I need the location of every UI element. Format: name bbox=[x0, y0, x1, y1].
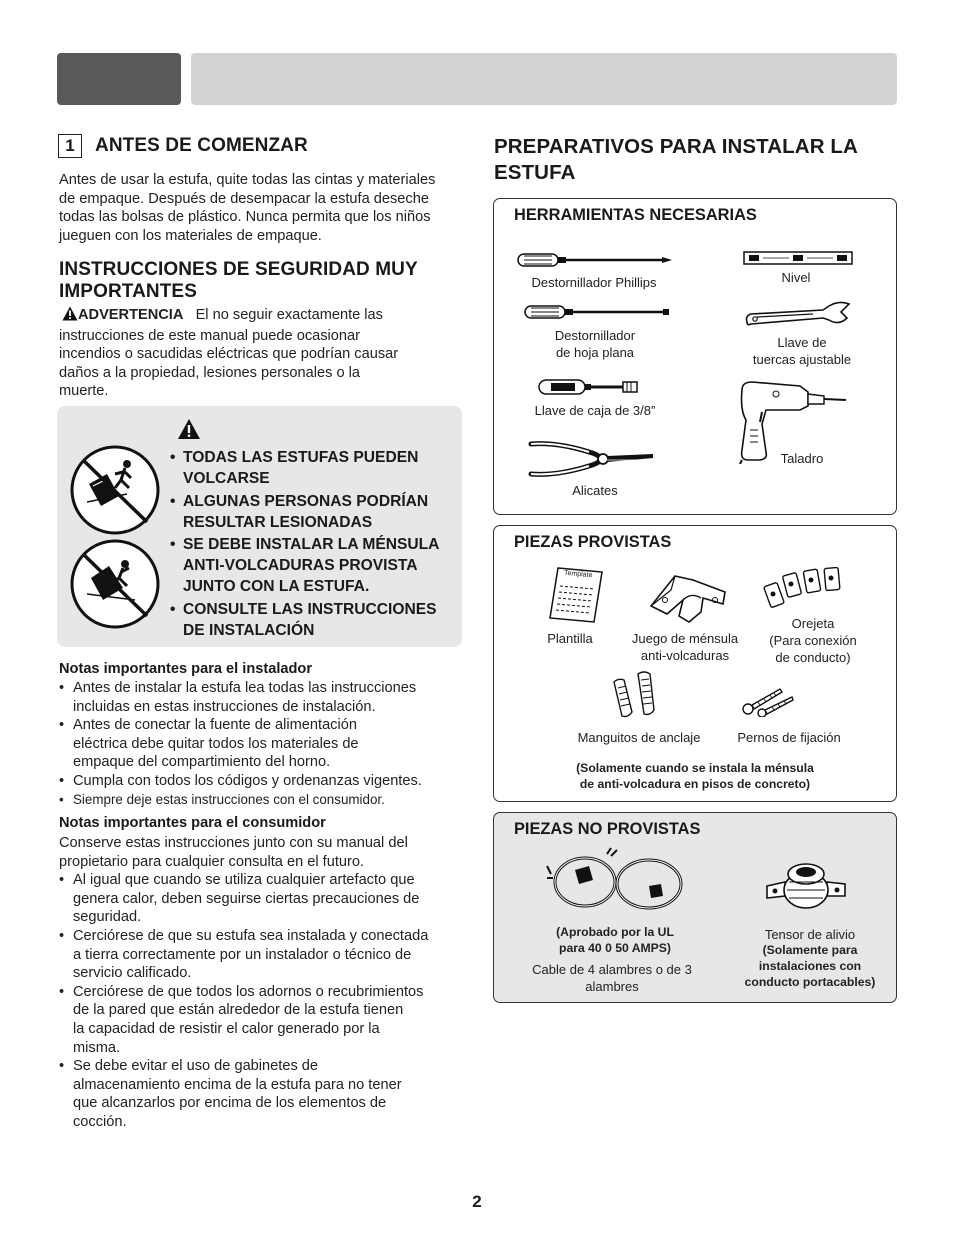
list-item: • SE DEBE INSTALAR LA MÉNSULA ANTI-VOLCADURAS PROVISTA JUNTO CON LA ESTUFA. bbox=[170, 534, 460, 597]
installer-notes-list bbox=[59, 679, 469, 809]
template-icon bbox=[548, 566, 604, 624]
list-item: • Al igual que cuando se utiliza cualquier artefacto que genera calor, deben seguirse ciertas precauciones de seguridad. bbox=[59, 871, 469, 927]
pliers-caption: Alicates bbox=[572, 483, 618, 498]
list-item: • ALGUNAS PERSONAS PODRÍAN RESULTAR LESIONADAS bbox=[170, 491, 460, 533]
no-tipping-icon bbox=[69, 538, 161, 635]
list-item: • Cumpla con todos los códigos y ordenanzas vigentes. bbox=[59, 772, 469, 791]
header-bar bbox=[191, 53, 897, 105]
warning-label: ADVERTENCIA bbox=[78, 307, 184, 323]
list-item: • CONSULTE LAS INSTRUCCIONES DE INSTALACIÓN bbox=[170, 599, 460, 641]
wrench-caption: Llave de tuercas ajustable bbox=[752, 335, 852, 367]
consumer-notes-list: Conserve estas instrucciones junto con su manual del propietario para cualquier consulta en el futuro. • Al igual que cuando se utiliza cualquier artefacto que genera calor, deben seguirse ciertas precauciones de seguridad. • Cerciórese de que su estufa sea instalada y conectada a tierra correctamente por un instalador o técnico de servicio calificado. • Cerciórese de que todos los adornos o recubrimientos de la pared que están alrededor de la estufa tienen la capacidad de resistir el calor generado por la misma. • Se debe evitar el uso de gabinetes de almacenamiento encima de la estufa para no tener que alcanzarlos por encima de los elementos de cocción. bbox=[59, 834, 469, 1132]
section-number: 1 bbox=[58, 134, 82, 158]
strain-relief-caption: Tensor de alivio bbox=[764, 927, 856, 942]
anti-tip-bracket-icon bbox=[645, 570, 729, 631]
list-item: • Antes de conectar la fuente de alimentación eléctrica debe quitar todos los materiales de empaque del compartimiento del horno. bbox=[59, 716, 469, 772]
template-caption: Plantilla bbox=[547, 631, 593, 646]
mounting-screws-icon bbox=[740, 683, 796, 722]
page-number: 2 bbox=[472, 1192, 482, 1211]
socket-caption: Llave de caja de 3/8” bbox=[534, 403, 656, 418]
list-item: • Se debe evitar el uso de gabinetes de almacenamiento encima de la estufa para no tener que alcanzarlos por encima de los elementos de cocción. bbox=[59, 1057, 469, 1131]
adjustable-wrench-icon bbox=[743, 300, 855, 337]
consumer-notes-title: Notas importantes para el consumidor bbox=[59, 815, 326, 831]
lug-caption: Orejeta (Para conexión de conducto) bbox=[769, 616, 857, 665]
installer-notes-title: Notas importantes para el instalador bbox=[59, 661, 313, 677]
strain-relief-icon bbox=[763, 856, 849, 919]
cable-note: (Aprobado por la UL para 40 0 50 AMPS) bbox=[556, 925, 674, 955]
drill-caption: Taladro bbox=[780, 451, 824, 466]
socket-wrench-icon bbox=[537, 376, 641, 403]
section-title: ANTES DE COMENZAR bbox=[95, 135, 308, 156]
list-item: • TODAS LAS ESTUFAS PUEDEN VOLCARSE bbox=[170, 447, 460, 489]
anchors-caption: Manguitos de anclaje bbox=[577, 730, 701, 745]
template-label: Template bbox=[563, 569, 593, 580]
header-tab-dark bbox=[57, 53, 181, 105]
parts-provided-title: PIEZAS PROVISTAS bbox=[514, 533, 672, 551]
warning-paragraph: ADVERTENCIA El no seguir exactamente las instrucciones de este manual puede ocasionar incendios o sacudidas eléctricas que podrían causar daños a la propiedad, lesiones personales o la muerte. bbox=[59, 307, 399, 400]
power-cable-icon bbox=[545, 846, 685, 917]
concrete-note: (Solamente cuando se instala la ménsula de anti-volcadura en pisos de concreto) bbox=[576, 761, 814, 791]
pliers-icon bbox=[527, 438, 657, 483]
flat-screwdriver-caption: Destornillador de hoja plana bbox=[554, 328, 636, 360]
warning-triangle-icon bbox=[62, 306, 78, 327]
list-item: • Cerciórese de que todos los adornos o recubrimientos de la pared que están alrededor de la estufa tienen la capacidad de resistir el calor generado por la misma. bbox=[59, 983, 469, 1057]
level-icon bbox=[743, 250, 853, 271]
lug-icon bbox=[763, 566, 845, 615]
safety-title: INSTRUCCIONES DE SEGURIDAD MUY IMPORTANTES bbox=[59, 259, 418, 302]
strain-relief-note: (Solamente para instalaciones con conducto portacables) bbox=[744, 943, 876, 989]
intro-paragraph: Antes de usar la estufa, quite todas las cintas y materiales de empaque. Después de desempacar la estufa deseche todas las bolsas de plástico. Nunca permita que los niños jueguen con los materiales de empaque. bbox=[59, 172, 436, 244]
tools-title: HERRAMIENTAS NECESARIAS bbox=[514, 206, 757, 224]
anchor-sleeves-icon bbox=[608, 668, 664, 729]
phillips-screwdriver-icon bbox=[516, 250, 676, 275]
list-item: • Antes de instalar la estufa lea todas las instrucciones incluidas en estas instrucciones de instalación. bbox=[59, 679, 469, 716]
cable-caption: Cable de 4 alambres o de 3 alambres bbox=[532, 962, 692, 994]
list-item: • Siempre deje estas instrucciones con el consumidor. bbox=[59, 791, 469, 810]
screws-caption: Pernos de fijación bbox=[737, 730, 841, 745]
parts-not-provided-title: PIEZAS NO PROVISTAS bbox=[514, 820, 701, 838]
level-caption: Nivel bbox=[781, 270, 811, 285]
prep-title: PREPARATIVOS PARA INSTALAR LA ESTUFA bbox=[494, 135, 858, 184]
flat-screwdriver-icon bbox=[523, 302, 673, 327]
bracket-caption: Juego de ménsula anti-volcaduras bbox=[631, 631, 739, 663]
list-item: • Cerciórese de que su estufa sea instalada y conectada a tierra correctamente por un instalador o técnico de servicio calificado. bbox=[59, 927, 469, 983]
phillips-caption: Destornillador Phillips bbox=[531, 275, 657, 290]
tip-over-warning-list bbox=[170, 447, 460, 642]
no-tipping-icon bbox=[69, 444, 161, 541]
warning-triangle-icon bbox=[177, 418, 201, 445]
